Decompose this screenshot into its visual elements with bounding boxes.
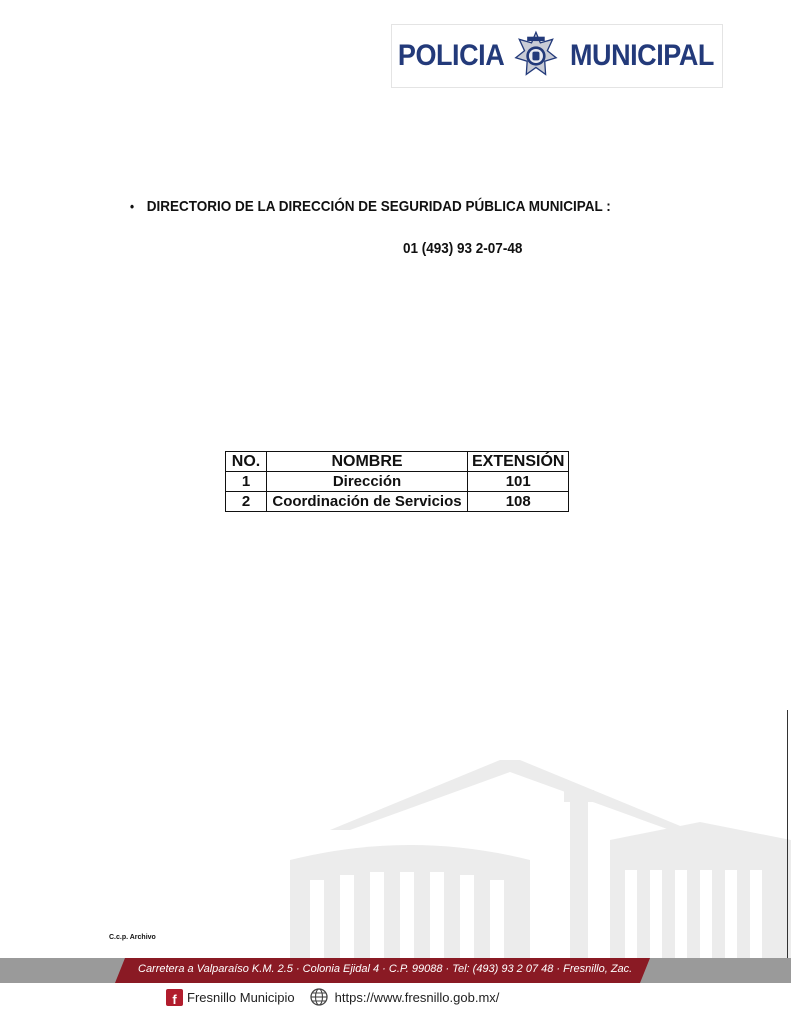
directory-heading-text: DIRECTORIO DE LA DIRECCIÓN DE SEGURIDAD PÚBLICA MUNICIPAL : bbox=[146, 198, 611, 215]
bullet-icon: • bbox=[130, 199, 135, 214]
monument-watermark bbox=[270, 760, 791, 960]
table-row bbox=[226, 472, 569, 492]
logo-word-right: MUNICIPAL bbox=[570, 39, 715, 72]
footer-links bbox=[166, 987, 499, 1007]
directory-heading bbox=[130, 198, 688, 215]
table-header-row bbox=[226, 452, 569, 472]
ccp-archivo: C.c.p. Archivo bbox=[109, 934, 156, 941]
cell-extension: 108 bbox=[468, 492, 569, 512]
cell-no: 2 bbox=[226, 492, 267, 512]
website-link[interactable]: https://www.fresnillo.gob.mx/ bbox=[334, 989, 500, 1005]
page-edge-line bbox=[787, 710, 788, 960]
globe-icon bbox=[309, 987, 329, 1007]
phone-number: 01 (493) 93 2-07-48 bbox=[403, 240, 523, 257]
police-badge-icon bbox=[514, 27, 558, 85]
header-nombre: NOMBRE bbox=[267, 452, 468, 472]
table-row bbox=[226, 492, 569, 512]
facebook-icon[interactable]: f bbox=[166, 989, 183, 1006]
logo-word-left: POLICIA bbox=[397, 39, 505, 72]
header-extension: EXTENSIÓN bbox=[468, 452, 569, 472]
facebook-link[interactable]: Fresnillo Municipio bbox=[187, 989, 295, 1005]
cell-nombre: Dirección bbox=[267, 472, 468, 492]
footer-address: Carretera a Valparaíso K.M. 2.5 · Colonia Ejidal 4 · C.P. 99088 · Tel: (493) 93 2 07 48 · Fresnillo, Zac. bbox=[138, 963, 633, 975]
cell-extension: 101 bbox=[468, 472, 569, 492]
cell-nombre: Coordinación de Servicios bbox=[267, 492, 468, 512]
police-logo bbox=[391, 24, 723, 88]
extension-table bbox=[225, 451, 569, 512]
header-no: NO. bbox=[226, 452, 267, 472]
cell-no: 1 bbox=[226, 472, 267, 492]
